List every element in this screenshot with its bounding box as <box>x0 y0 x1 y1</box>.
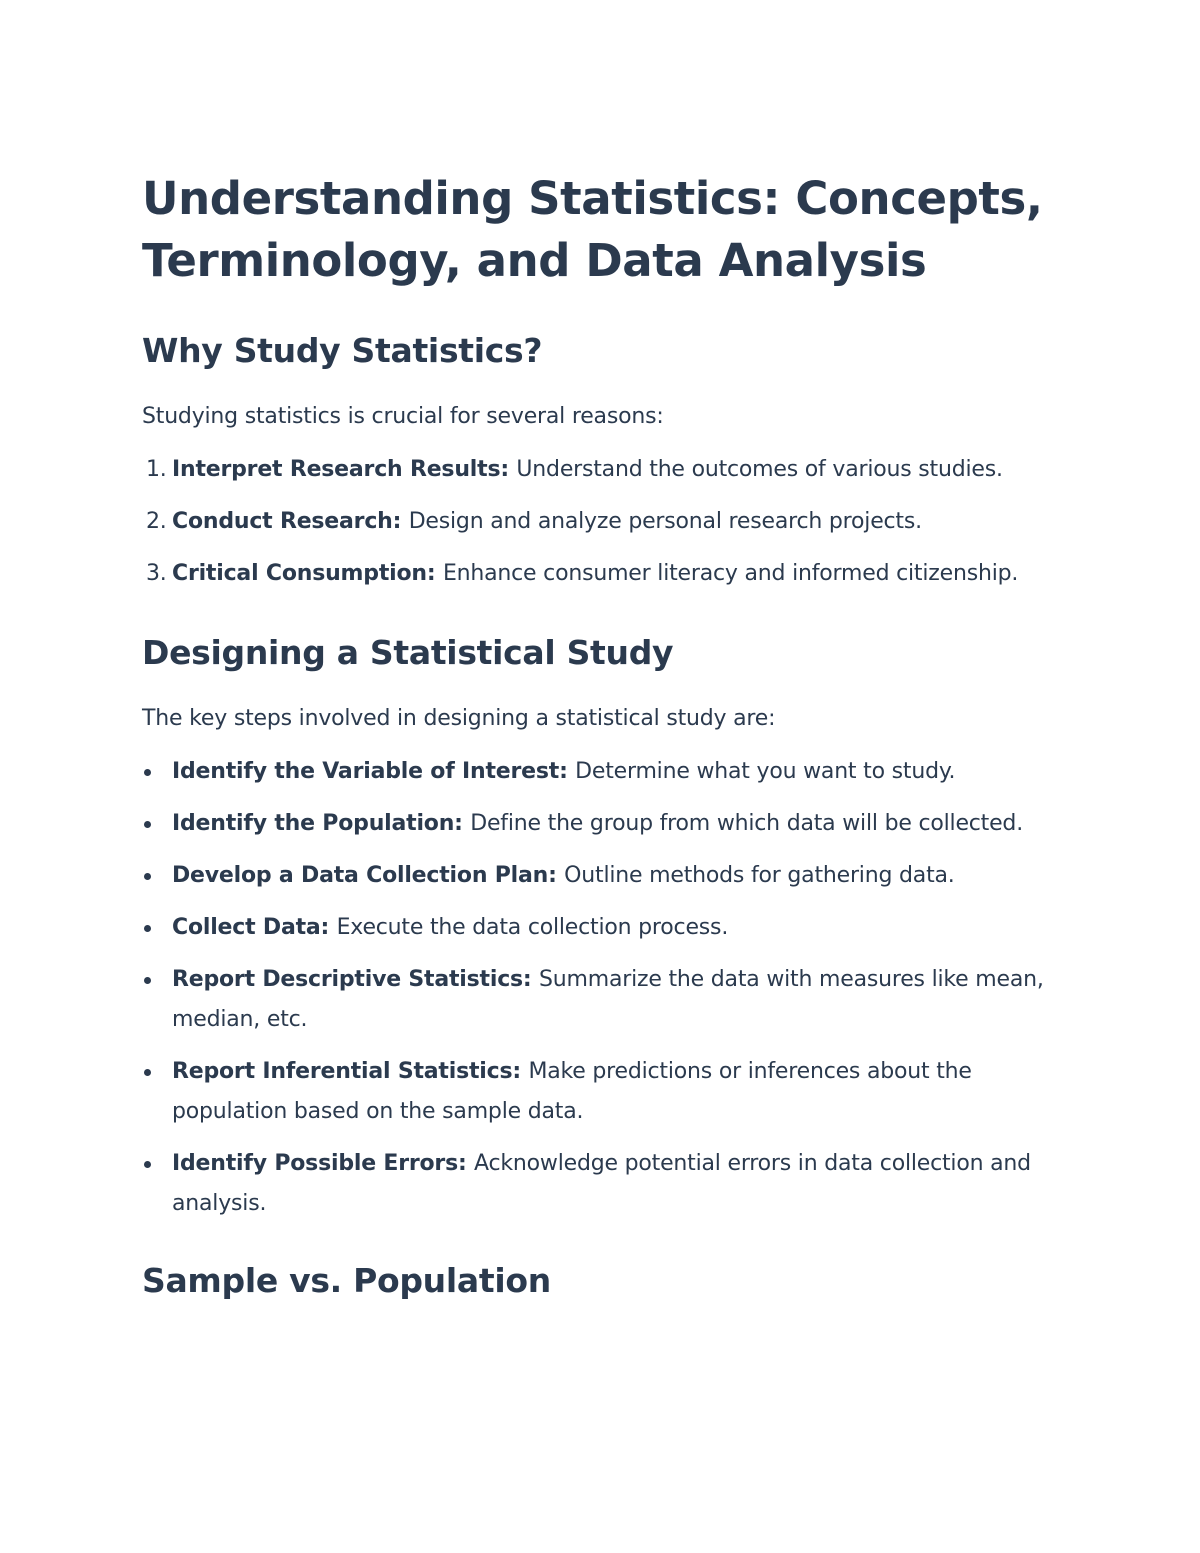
bullet-icon <box>144 821 151 828</box>
section-intro: The key steps involved in designing a statistical study are: <box>142 706 776 731</box>
list-item <box>142 960 1072 1040</box>
list-item-term: Interpret Research Results: <box>172 457 517 482</box>
list-item-term: Identify the Population: <box>172 811 471 836</box>
list-item <box>142 908 1072 948</box>
section-intro: Studying statistics is crucial for several reasons: <box>142 404 664 429</box>
list-item-desc: Make predictions or inferences about the population based on the sample data. <box>172 1059 972 1124</box>
reasons-list <box>142 450 1072 594</box>
list-number: 3. <box>146 561 167 586</box>
list-item-term: Critical Consumption: <box>172 561 443 586</box>
list-item-term: Identify the Variable of Interest: <box>172 759 576 784</box>
list-item <box>142 804 1072 844</box>
list-item <box>142 1144 1072 1224</box>
bullet-icon <box>144 1069 151 1076</box>
section-heading-designing-study: Designing a Statistical Study <box>142 633 674 672</box>
list-item-term: Report Descriptive Statistics: <box>172 967 539 992</box>
bullet-icon <box>144 769 151 776</box>
list-item-desc: Outline methods for gathering data. <box>564 863 955 888</box>
section-heading-why-study: Why Study Statistics? <box>142 331 543 370</box>
list-number: 1. <box>146 457 167 482</box>
bullet-icon <box>144 873 151 880</box>
bullet-icon <box>144 1161 151 1168</box>
steps-list <box>142 752 1072 1224</box>
list-item-desc: Design and analyze personal research projects. <box>408 509 922 534</box>
list-item-desc: Understand the outcomes of various studies. <box>516 457 1003 482</box>
list-item <box>142 1052 1072 1132</box>
list-item-desc: Determine what you want to study. <box>575 759 956 784</box>
list-item-term: Report Inferential Statistics: <box>172 1059 529 1084</box>
list-item <box>142 450 1072 490</box>
list-item-term: Collect Data: <box>172 915 337 940</box>
list-item-desc: Acknowledge potential errors in data collection and analysis. <box>172 1151 1031 1216</box>
list-item-desc: Define the group from which data will be collected. <box>470 811 1023 836</box>
document-page <box>142 168 1072 1302</box>
list-item-desc: Enhance consumer literacy and informed citizenship. <box>442 561 1019 586</box>
list-item-term: Identify Possible Errors: <box>172 1151 475 1176</box>
bullet-icon <box>144 977 151 984</box>
list-item <box>142 856 1072 896</box>
list-item-desc: Summarize the data with measures like mean, median, etc. <box>172 967 1044 1032</box>
list-item <box>142 752 1072 792</box>
section-heading-sample-vs-population: Sample vs. Population <box>142 1261 551 1300</box>
list-item-term: Conduct Research: <box>172 509 409 534</box>
list-item <box>142 554 1072 594</box>
list-item-term: Develop a Data Collection Plan: <box>172 863 565 888</box>
bullet-icon <box>144 925 151 932</box>
list-number: 2. <box>146 509 167 534</box>
list-item-desc: Execute the data collection process. <box>336 915 729 940</box>
page-title: Understanding Statistics: Concepts, Terminology, and Data Analysis <box>142 172 1043 287</box>
list-item <box>142 502 1072 542</box>
